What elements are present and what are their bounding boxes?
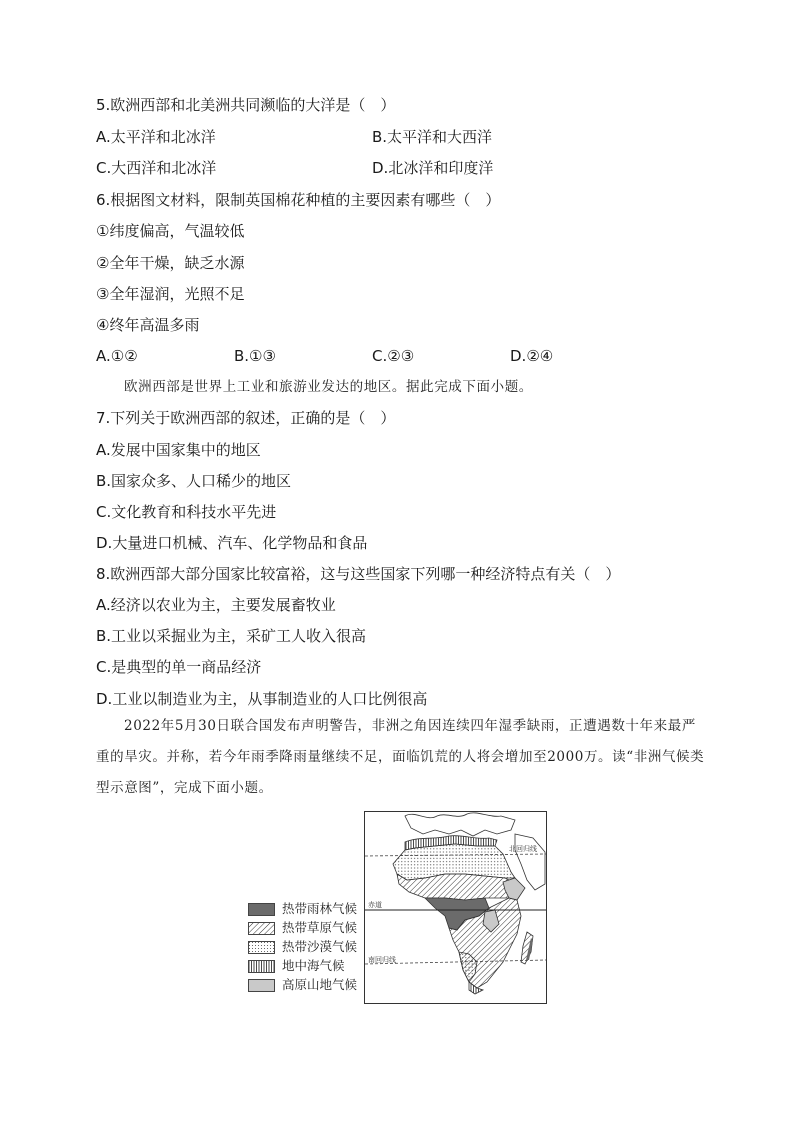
q5-option-c: C.大西洋和北冰洋: [96, 159, 217, 177]
q6-statement-4: ④终年高温多雨: [96, 316, 200, 334]
passage-europe: 欧洲西部是世界上工业和旅游业发达的地区。据此完成下面小题。: [124, 379, 533, 395]
q6-option-b: B.①③: [234, 347, 276, 365]
legend-item-desert: [248, 941, 368, 955]
legend-label-mediterranean: 地中海气候: [282, 958, 345, 973]
q5-option-a: A.太平洋和北冰洋: [96, 128, 216, 146]
q7-option-d: D.大量进口机械、汽车、化学物品和食品: [96, 534, 368, 552]
q6-statement-1: ①纬度偏高，气温较低: [96, 222, 245, 240]
q8-option-c: C.是典型的单一商品经济: [96, 658, 262, 676]
legend-swatch-mediterranean: [248, 960, 275, 973]
legend-label-savanna: 热带草原气候: [282, 920, 358, 935]
label-tropic-capricorn: 南回归线: [368, 956, 396, 964]
q7-option-c: C.文化教育和科技水平先进: [96, 503, 277, 521]
legend-label-highland: 高原山地气候: [282, 977, 358, 992]
legend-item-mediterranean: [248, 960, 368, 974]
legend-swatch-savanna: [248, 922, 275, 935]
legend-item-savanna: [248, 922, 368, 936]
q8-option-b: B.工业以采掘业为主，采矿工人收入很高: [96, 627, 367, 645]
arabia-outline: [515, 834, 545, 890]
africa-climate-map: [364, 811, 547, 1004]
q7-option-b: B.国家众多、人口稀少的地区: [96, 472, 292, 490]
q5-option-d: D.北冰洋和印度洋: [372, 159, 494, 177]
legend-item-rainforest: [248, 903, 368, 917]
q6-statement-2: ②全年干燥，缺乏水源: [96, 254, 245, 272]
q8-stem: 8.欧洲西部大部分国家比较富裕，这与这些国家下列哪一种经济特点有关（ ）: [96, 565, 621, 583]
legend-item-highland: [248, 979, 368, 993]
q6-option-d: D.②④: [510, 347, 554, 365]
q6-stem: 6.根据图文材料，限制英国棉花种植的主要因素有哪些（ ）: [96, 191, 501, 209]
legend-swatch-highland: [248, 979, 275, 992]
q8-option-a: A.经济以农业为主，主要发展畜牧业: [96, 596, 336, 614]
q6-option-c: C.②③: [372, 347, 415, 365]
q5-option-b: B.太平洋和大西洋: [372, 128, 493, 146]
passage-africa-drought: 2022年5月30日联合国发布声明警告，非洲之角因连续四年湿季缺雨，正遭遇数十年来最严重的旱灾。并称，若今年雨季降雨量继续不足，面临饥荒的人将会增加至2000万。读“非洲气候类型示意图”，完成下面小题。: [96, 718, 705, 796]
label-equator: 赤道: [368, 901, 382, 909]
legend-label-rainforest: 热带雨林气候: [282, 901, 358, 916]
q7-stem: 7.下列关于欧洲西部的叙述，正确的是（ ）: [96, 409, 396, 427]
q6-statement-3: ③全年湿润，光照不足: [96, 285, 245, 303]
europe-outline: [405, 813, 515, 836]
legend-swatch-rainforest: [248, 903, 275, 916]
legend-swatch-desert: [248, 941, 275, 954]
q8-option-d: D.工业以制造业为主，从事制造业的人口比例很高: [96, 690, 428, 708]
q7-option-a: A.发展中国家集中的地区: [96, 441, 261, 459]
q5-stem: 5.欧洲西部和北美洲共同濒临的大洋是（ ）: [96, 96, 396, 114]
q6-option-a: A.①②: [96, 347, 138, 365]
legend-label-desert: 热带沙漠气候: [282, 939, 358, 954]
africa-map-svg: [365, 812, 546, 1003]
label-tropic-cancer: 北回归线: [509, 845, 537, 853]
